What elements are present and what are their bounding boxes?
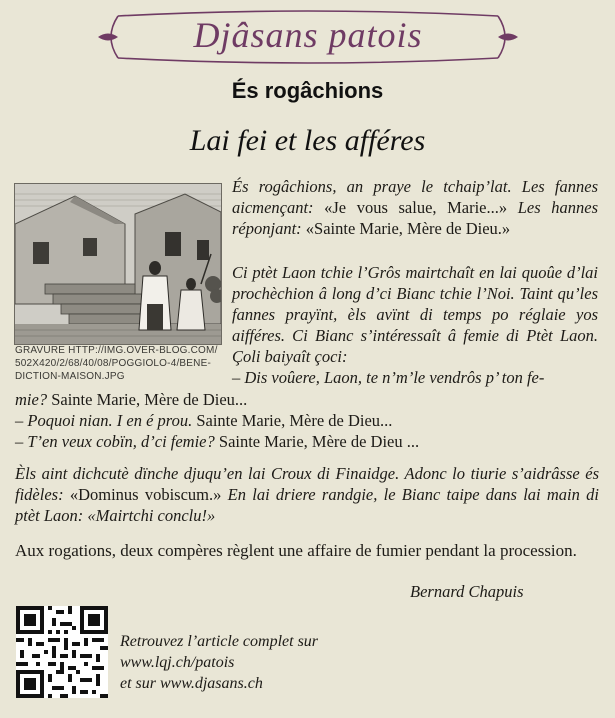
dialogue-line-2 [15, 410, 599, 431]
p3-text-a: Èls aint dichcutè dïnche djuqu’en lai Croux di Finaidge. Adonc lo tiurie s’aidrâsse és fidèles: [15, 464, 599, 504]
d1-text-c: Sainte Marie, Mère de Dieu... [47, 390, 248, 409]
dialogue-line-1b [15, 389, 599, 410]
paragraph-1 [232, 176, 598, 239]
p1-text-b: «Je vous salue, Marie...» [324, 198, 508, 217]
footer-line-1: Retrouvez l’article complet sur [120, 633, 319, 650]
d2-text-b: Sainte Marie, Mère de Dieu... [192, 411, 393, 430]
dialogue-line-1a: – Dis voûere, Laon, te n’m’le vendrôs p’ ton fe- [232, 368, 545, 387]
p1-text-d: «Sainte Marie, Mère de Dieu.» [305, 219, 511, 238]
section-title: És rogâchions [231, 78, 384, 103]
d3-text-b: Sainte Marie, Mère de Dieu ... [214, 432, 420, 451]
header-banner [98, 8, 518, 66]
p1-text-c: Les hannes réponjant: [232, 198, 598, 238]
d2-text-a: – Poquoi nian. I en é prou. [15, 411, 193, 430]
p1-text-a: És rogâchions, an praye le tchaip’lat. Les fannes aicmençant: [232, 177, 598, 217]
footer-line-3[interactable]: et sur www.djasans.ch [120, 675, 263, 692]
footer-links [120, 631, 318, 694]
p3-text-b: «Dominus vobiscum.» [69, 485, 222, 504]
dialogue-line-3 [15, 431, 599, 452]
article-title: Lai fei et les afféres [189, 124, 426, 157]
d1-text-b: mie? [15, 390, 48, 409]
qr-code-icon[interactable] [16, 606, 108, 698]
paragraph-2: Ci ptèt Laon tchie l’Grôs mairtchaît en lai quoûe d’lai prochèchion â long d’ci Bianc tchie l’Noi. Taint qu’les fannes prayïnt, èls avïnt di temps po réglaie yos aifféres. Ci Bianc s’intéressaît â femie di Ptèt Laon. Çoli baiyaît çoci: [232, 263, 598, 366]
image-caption: GRAVURE HTTP://IMG.OVER-BLOG.COM/ 502X420/2/68/40/08/POGGIOLO-4/BENE- DICTION-MAISON.JPG [15, 345, 218, 382]
brand-title: Djâsans patois [193, 15, 423, 55]
author-byline: Bernard Chapuis [410, 582, 524, 601]
paragraph-3 [15, 463, 599, 526]
footer-link-lqj[interactable]: www.lqj.ch/patois [120, 654, 235, 671]
d3-text-a: – T’en veux cobïn, d’ci femie? [15, 432, 215, 451]
engraving-procession-image [14, 183, 222, 345]
p3-text-c: En lai driere randgie, le Bianc taipe dans lai main di ptèt Laon: «Mairtchi conclu!» [15, 485, 599, 525]
summary-paragraph: Aux rogations, deux compères règlent une affaire de fumier pendant la procession. [15, 541, 577, 560]
